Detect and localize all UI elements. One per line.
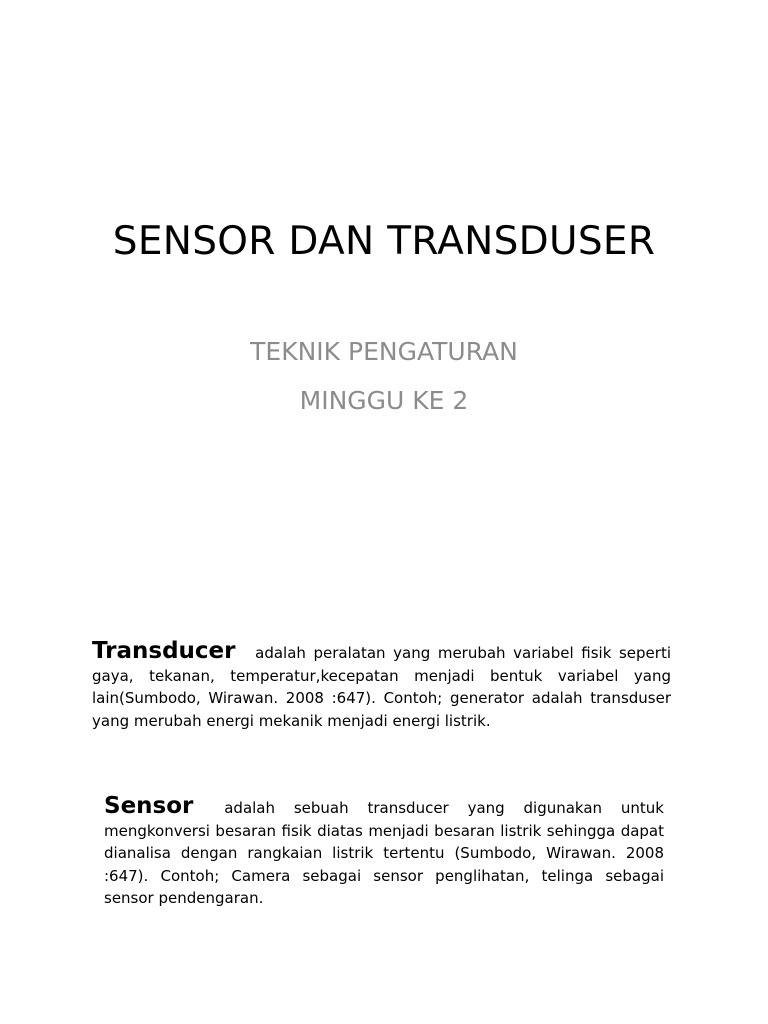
transducer-term: Transducer — [92, 638, 236, 664]
subtitle-course: TEKNIK PENGATURAN — [250, 337, 518, 366]
transducer-definition — [92, 640, 671, 732]
sensor-text: adalah sebuah transducer yang digunakan untuk mengkonversi besaran fisik diatas menjadi besaran listrik sehingga dapat dianalisa dengan rangkaian listrik tertentu (Sumbodo, Wirawan. 2008 :647). Contoh; Camera sebagai sensor penglihatan, telinga sebagai sensor pendengaran. — [104, 799, 664, 907]
transducer-text: adalah peralatan yang merubah variabel fisik seperti gaya, tekanan, temperatur,kecepatan menjadi bentuk variabel yang lain(Sumbodo, Wirawan. 2008 :647). Contoh; generator adalah transduser yang merubah energi mekanik menjadi energi listrik. — [92, 644, 671, 730]
subtitle-week: MINGGU KE 2 — [299, 386, 469, 415]
slide-title: SENSOR DAN TRANSDUSER — [112, 219, 656, 264]
sensor-term: Sensor — [104, 793, 194, 819]
sensor-definition — [104, 795, 664, 910]
